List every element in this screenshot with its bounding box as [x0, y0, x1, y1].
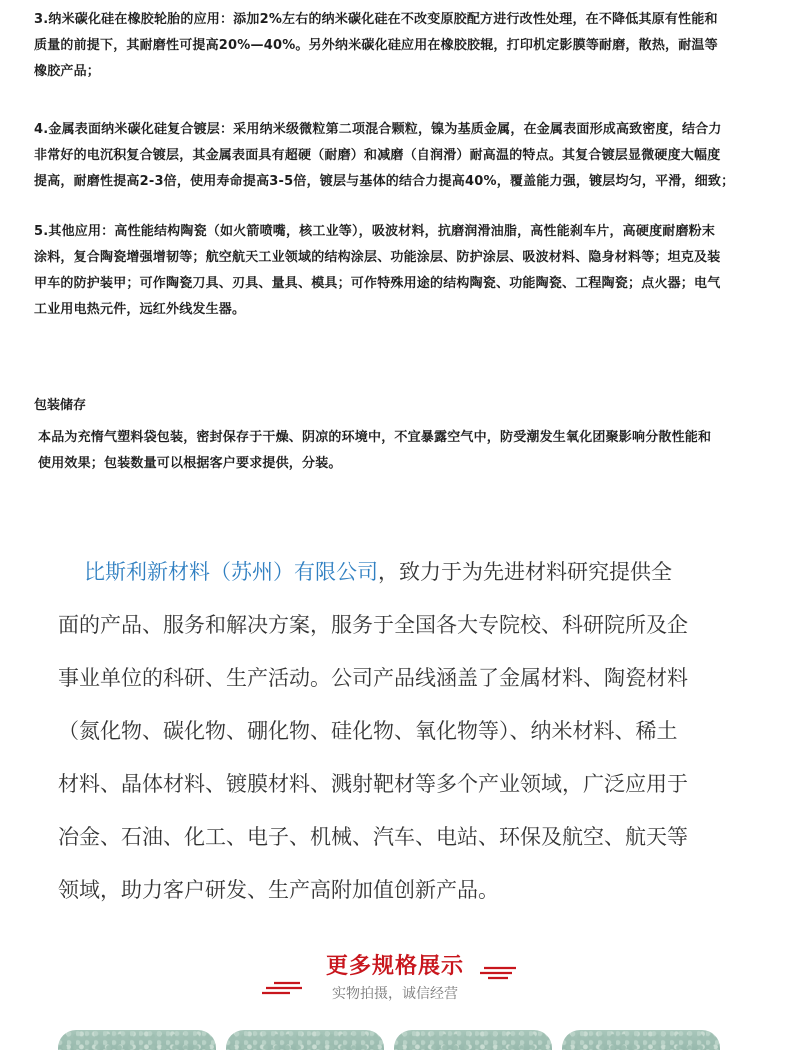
packaging-title: 包装储存	[34, 398, 87, 413]
intro-line: 材料、晶体材料、镀膜材料、溅射靶材等多个产业领域，广泛应用于	[58, 772, 688, 796]
intro-line: 领域，助力客户研发、生产高附加值创新产品。	[58, 878, 499, 902]
intro-line: （氮化物、碳化物、硼化物、硅化物、氧化物等）、纳米材料、稀土	[58, 719, 678, 743]
text-line: 4.金属表面纳米碳化硅复合镀层：采用纳米级微粒第二项混合颗粒，镍为基质金属，在金属表面形成高致密度，结合力	[34, 122, 722, 137]
intro-line	[58, 546, 748, 599]
text-line: 涂料，复合陶瓷增强增韧等；航空航天工业领域的结构涂层、功能涂层、防护涂层、吸波材料、隐身材料等；坦克及装	[34, 250, 721, 265]
text-line: 5.其他应用：高性能结构陶瓷（如火箭喷嘴，核工业等），吸波材料，抗磨润滑油脂，高性能刹车片，高硬度耐磨粉末	[34, 224, 716, 239]
more-specs-subtitle: 实物拍摄，诚信经营	[332, 986, 458, 1002]
text-line: 甲车的防护装甲；可作陶瓷刀具、刃具、量具、模具；可作特殊用途的结构陶瓷、功能陶瓷、工程陶瓷；点火器；电气	[34, 276, 721, 291]
product-thumbnail[interactable]	[58, 1030, 216, 1050]
text-line: 提高，耐磨性提高2-3倍，使用寿命提高3-5倍，镀层与基体的结合力提高40%，覆盖能力强，镀层均匀，平滑，细致；	[34, 174, 735, 189]
product-thumbnails	[58, 1030, 778, 1050]
product-thumbnail[interactable]	[394, 1030, 552, 1050]
more-specs-title: 更多规格展示	[325, 954, 464, 979]
text-line: 3.纳米碳化硅在橡胶轮胎的应用：添加2%左右的纳米碳化硅在不改变原胶配方进行改性处理，在不降低其原有性能和	[34, 12, 718, 27]
intro-line: 面的产品、服务和解决方案，服务于全国各大专院校、科研院所及企	[58, 613, 688, 637]
text-line: 使用效果；包装数量可以根据客户要求提供，分装。	[38, 456, 342, 471]
company-name: 比斯利新材料（苏州）有限公司	[84, 560, 378, 584]
intro-line: 冶金、石油、化工、电子、机械、汽车、电站、环保及航空、航天等	[58, 825, 688, 849]
application-other	[34, 219, 720, 323]
text-line: 橡胶产品；	[34, 64, 101, 79]
application-metal-coating	[34, 117, 734, 195]
red-stripes-decoration-icon	[478, 965, 518, 981]
text-line: 本品为充惰气塑料袋包装，密封保存于干燥、阴凉的环境中，不宜暴露空气中，防受潮发生氧化团聚影响分散性能和	[38, 430, 712, 445]
packaging-body	[38, 425, 762, 477]
text-line: 工业用电热元件，远红外线发生器。	[34, 302, 246, 317]
application-rubber-tire	[34, 7, 718, 85]
intro-line: 事业单位的科研、生产活动。公司产品线涵盖了金属材料、陶瓷材料	[58, 666, 688, 690]
intro-text: ，致力于为先进材料研究提供全	[378, 560, 672, 584]
product-thumbnail[interactable]	[226, 1030, 384, 1050]
text-line: 质量的前提下，其耐磨性可提高20%—40%。另外纳米碳化硅应用在橡胶胶辊，打印机定影膜等耐磨，散热，耐温等	[34, 38, 718, 53]
company-intro	[58, 546, 748, 917]
text-line: 非常好的电沉积复合镀层，其金属表面具有超硬（耐磨）和减磨（自润滑）耐高温的特点。其复合镀层显微硬度大幅度	[34, 148, 721, 163]
product-thumbnail[interactable]	[562, 1030, 720, 1050]
